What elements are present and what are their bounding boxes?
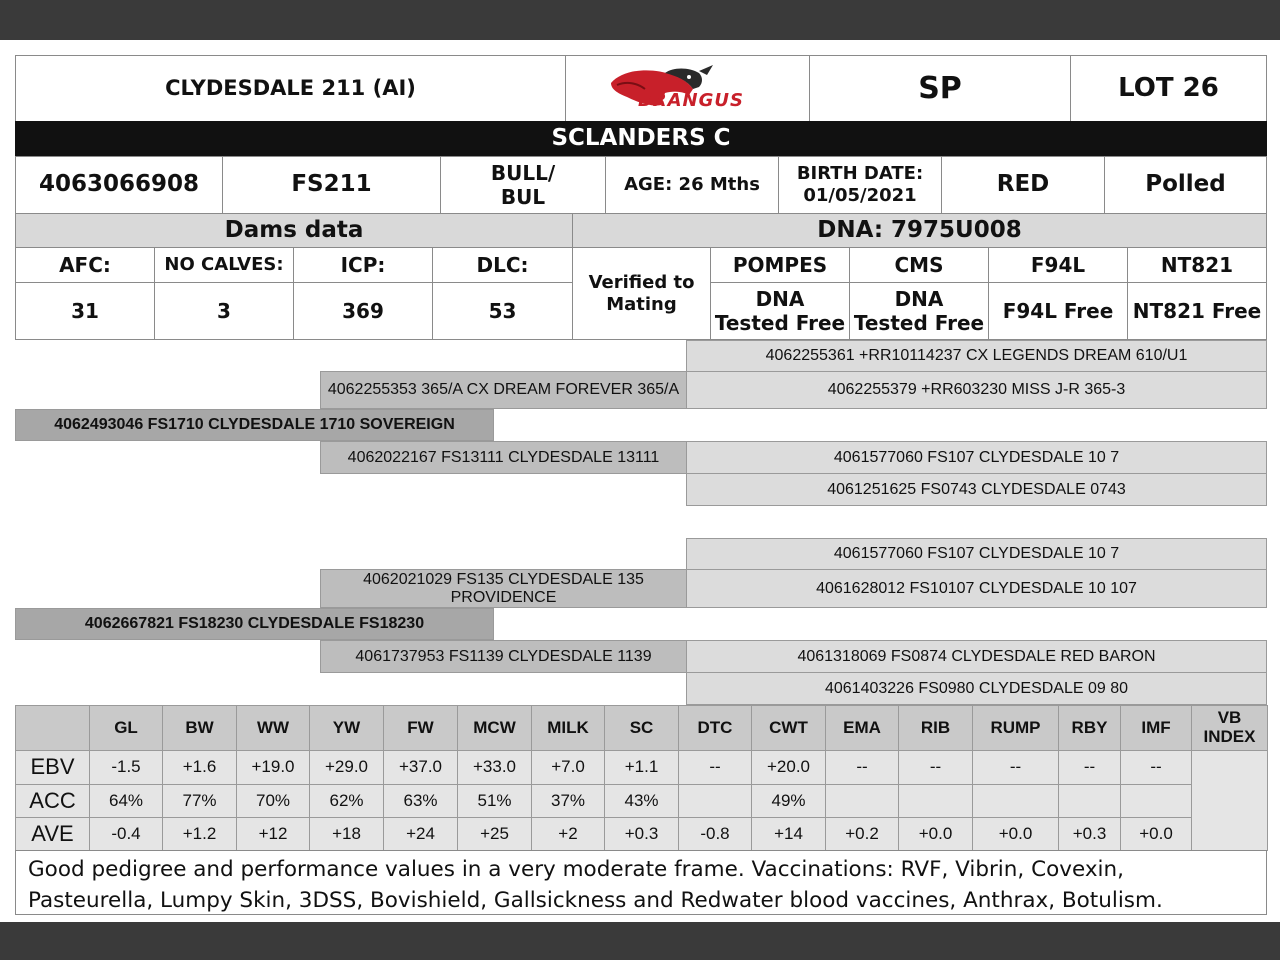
- test-pompes-label: POMPES: [710, 247, 850, 283]
- pedigree-sire-sire-dam: 4062255379 +RR603230 MISS J-R 365-3: [686, 371, 1267, 409]
- category: SP: [809, 55, 1071, 122]
- icp-value: 369: [293, 282, 433, 340]
- registration-number: 4063066908: [15, 156, 223, 214]
- ebv-cell-ave-rib: +0.0: [898, 817, 973, 851]
- ebv-cell-ebv-sc: +1.1: [604, 750, 679, 785]
- dams-data-title: Dams data: [15, 213, 573, 248]
- pedigree-dam-sire-sire: 4061577060 FS107 CLYDESDALE 10 7: [686, 538, 1267, 570]
- ebv-cell-acc-milk: 37%: [531, 784, 605, 818]
- dna-title: DNA: 7975U008: [572, 213, 1267, 248]
- ebv-cell-acc-mcw: 51%: [457, 784, 532, 818]
- ebv-col-imf: IMF: [1120, 705, 1192, 751]
- pedigree-dam: 4062667821 FS18230 CLYDESDALE FS18230: [15, 608, 494, 640]
- ebv-col-yw: YW: [309, 705, 384, 751]
- birth-date: [778, 156, 942, 214]
- pedigree-sire-sire: 4062255353 365/A CX DREAM FOREVER 365/A: [320, 371, 687, 409]
- pedigree-sire: 4062493046 FS1710 CLYDESDALE 1710 SOVEREIGN: [15, 409, 494, 441]
- ebv-cell-acc-sc: 43%: [604, 784, 679, 818]
- ebv-cell-acc-rib: [898, 784, 973, 818]
- ebv-col-rby: RBY: [1058, 705, 1121, 751]
- ebv-cell-ave-gl: -0.4: [89, 817, 163, 851]
- brand-wordmark: BRANGUS: [638, 90, 744, 112]
- ebv-cell-ave-cwt: +14: [751, 817, 826, 851]
- test-nt821-label: NT821: [1127, 247, 1267, 283]
- ebv-cell-acc-rump: [972, 784, 1059, 818]
- calves-label: NO CALVES:: [154, 247, 294, 283]
- ebv-cell-ebv-fw: +37.0: [383, 750, 458, 785]
- ebv-header-corner: [15, 705, 90, 751]
- ebv-col-ww: WW: [236, 705, 310, 751]
- pedigree-sire-dam-dam: 4061251625 FS0743 CLYDESDALE 0743: [686, 473, 1267, 506]
- vb-index-value: [1191, 750, 1268, 851]
- ebv-col-rib: RIB: [898, 705, 973, 751]
- ebv-cell-ebv-rib: --: [898, 750, 973, 785]
- vb-index-header: [1191, 705, 1268, 751]
- sex-line-1: BULL/: [490, 161, 556, 185]
- cms-result-line-1: DNA: [894, 287, 944, 311]
- ebv-cell-acc-cwt: 49%: [751, 784, 826, 818]
- ebv-col-bw: BW: [162, 705, 237, 751]
- ebv-cell-ebv-ema: --: [825, 750, 899, 785]
- ebv-cell-acc-imf: [1120, 784, 1192, 818]
- ebv-cell-ave-yw: +18: [309, 817, 384, 851]
- calves-value: 3: [154, 282, 294, 340]
- colour: RED: [941, 156, 1105, 214]
- dlc-value: 53: [432, 282, 573, 340]
- ebv-col-cwt: CWT: [751, 705, 826, 751]
- ebv-col-mcw: MCW: [457, 705, 532, 751]
- ebv-cell-ave-dtc: -0.8: [678, 817, 752, 851]
- breeder-name: SCLANDERS C: [15, 121, 1267, 157]
- test-nt821-result: NT821 Free: [1127, 282, 1267, 340]
- afc-label: AFC:: [15, 247, 155, 283]
- ebv-cell-ave-imf: +0.0: [1120, 817, 1192, 851]
- ebv-col-milk: MILK: [531, 705, 605, 751]
- ebv-col-gl: GL: [89, 705, 163, 751]
- ebv-cell-ave-fw: +24: [383, 817, 458, 851]
- ebv-col-fw: FW: [383, 705, 458, 751]
- pompes-result-line-1: DNA: [755, 287, 805, 311]
- ebv-cell-ebv-yw: +29.0: [309, 750, 384, 785]
- ebv-cell-acc-rby: [1058, 784, 1121, 818]
- ebv-cell-ebv-bw: +1.6: [162, 750, 237, 785]
- ebv-cell-ebv-rby: --: [1058, 750, 1121, 785]
- ebv-cell-acc-bw: 77%: [162, 784, 237, 818]
- pedigree-dam-dam-dam: 4061403226 FS0980 CLYDESDALE 09 80: [686, 672, 1267, 705]
- comments: Good pedigree and performance values in a very moderate frame. Vaccinations: RVF, Vibrin, Covexin, Pasteurella, Lumpy Skin, 3DSS, Bovishield, Gallsickness and Redwater blood vaccines, Anthrax, Botulism.: [15, 850, 1267, 915]
- ebv-cell-ebv-imf: --: [1120, 750, 1192, 785]
- ebv-col-sc: SC: [604, 705, 679, 751]
- top-bar: [0, 0, 1280, 40]
- brand-logo: [565, 55, 810, 122]
- ebv-cell-acc-yw: 62%: [309, 784, 384, 818]
- ebv-cell-acc-fw: 63%: [383, 784, 458, 818]
- pedigree-sire-sire-sire: 4062255361 +RR10114237 CX LEGENDS DREAM 610/U1: [686, 340, 1267, 372]
- ebv-row-label-acc: ACC: [15, 784, 90, 818]
- ebv-cell-acc-ema: [825, 784, 899, 818]
- dlc-label: DLC:: [432, 247, 573, 283]
- age: AGE: 26 Mths: [605, 156, 779, 214]
- ebv-cell-ave-sc: +0.3: [604, 817, 679, 851]
- ebv-cell-ave-milk: +2: [531, 817, 605, 851]
- sex-line-2: BUL: [500, 185, 546, 209]
- ebv-row-label-ebv: EBV: [15, 750, 90, 785]
- pompes-result-line-2: Tested Free: [714, 311, 846, 335]
- ebv-cell-ebv-cwt: +20.0: [751, 750, 826, 785]
- pedigree-sire-dam: 4062022167 FS13111 CLYDESDALE 13111: [320, 441, 687, 474]
- ebv-row-label-ave: AVE: [15, 817, 90, 851]
- ebv-cell-ave-ww: +12: [236, 817, 310, 851]
- pedigree-dam-sire-dam: 4061628012 FS10107 CLYDESDALE 10 107: [686, 569, 1267, 608]
- ebv-cell-ebv-mcw: +33.0: [457, 750, 532, 785]
- cms-result-line-2: Tested Free: [853, 311, 985, 335]
- icp-label: ICP:: [293, 247, 433, 283]
- verified-line-1: Verified to: [588, 271, 695, 293]
- ebv-cell-acc-ww: 70%: [236, 784, 310, 818]
- ebv-cell-ebv-dtc: --: [678, 750, 752, 785]
- pedigree-dam-sire: 4062021029 FS135 CLYDESDALE 135 PROVIDENCE: [320, 569, 687, 608]
- lot-number: LOT 26: [1070, 55, 1267, 122]
- ebv-cell-acc-gl: 64%: [89, 784, 163, 818]
- pedigree-dam-dam-sire: 4061318069 FS0874 CLYDESDALE RED BARON: [686, 640, 1267, 673]
- ebv-cell-ave-ema: +0.2: [825, 817, 899, 851]
- ebv-cell-ave-bw: +1.2: [162, 817, 237, 851]
- ebv-col-dtc: DTC: [678, 705, 752, 751]
- bottom-bar: [0, 922, 1280, 960]
- ebv-cell-ebv-rump: --: [972, 750, 1059, 785]
- ebv-col-ema: EMA: [825, 705, 899, 751]
- pedigree-sire-dam-sire: 4061577060 FS107 CLYDESDALE 10 7: [686, 441, 1267, 474]
- ebv-cell-ave-rby: +0.3: [1058, 817, 1121, 851]
- ebv-cell-ebv-milk: +7.0: [531, 750, 605, 785]
- birth-date-label: BIRTH DATE:: [796, 163, 924, 185]
- ebv-cell-ave-mcw: +25: [457, 817, 532, 851]
- animal-name: CLYDESDALE 211 (AI): [15, 55, 566, 122]
- ebv-cell-ave-rump: +0.0: [972, 817, 1059, 851]
- tag-number: FS211: [222, 156, 441, 214]
- verified-to-mating: [572, 247, 711, 340]
- ebv-cell-ebv-ww: +19.0: [236, 750, 310, 785]
- test-cms-result: [849, 282, 989, 340]
- vb-line-1: VB: [1217, 708, 1242, 728]
- birth-date-value: 01/05/2021: [803, 185, 917, 206]
- sex: [440, 156, 606, 214]
- vb-line-2: INDEX: [1203, 727, 1256, 746]
- ebv-cell-ebv-gl: -1.5: [89, 750, 163, 785]
- pedigree-dam-dam: 4061737953 FS1139 CLYDESDALE 1139: [320, 640, 687, 673]
- test-pompes-result: [710, 282, 850, 340]
- ebv-cell-acc-dtc: [678, 784, 752, 818]
- test-cms-label: CMS: [849, 247, 989, 283]
- test-f94l-result: F94L Free: [988, 282, 1128, 340]
- ebv-col-rump: RUMP: [972, 705, 1059, 751]
- test-f94l-label: F94L: [988, 247, 1128, 283]
- verified-line-2: Mating: [606, 293, 677, 315]
- afc-value: 31: [15, 282, 155, 340]
- horn-status: Polled: [1104, 156, 1267, 214]
